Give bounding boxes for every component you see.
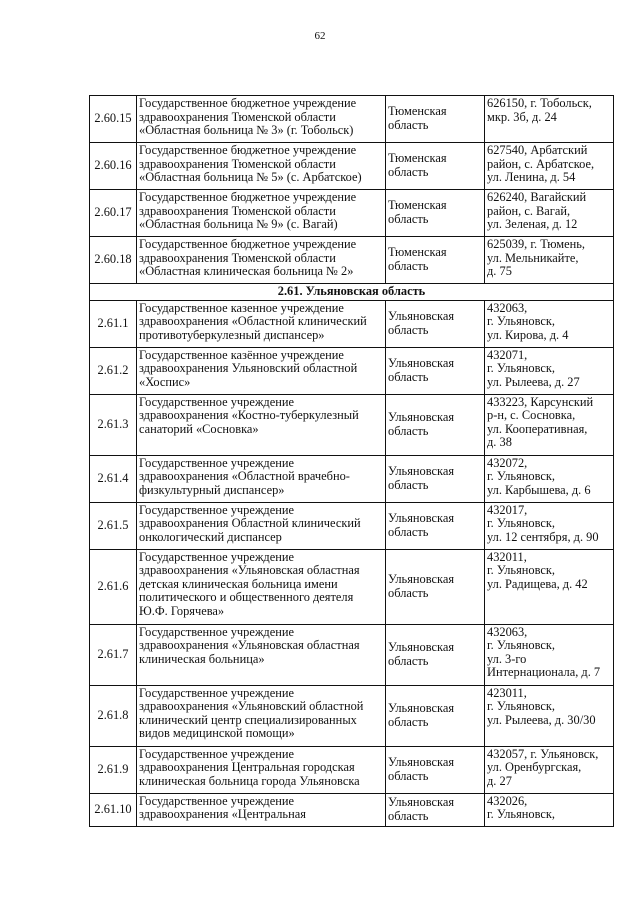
institution-name-line: «Областная клиническая больница № 2»	[139, 264, 354, 279]
address-line: 433223, Карсунский	[487, 394, 594, 409]
institution-name-line: онкологический диспансер	[139, 529, 282, 544]
region-line: Ульяновская	[388, 511, 455, 525]
table-row	[90, 237, 614, 284]
row-number: 2.60.16	[90, 143, 137, 190]
region-line: область	[388, 768, 429, 783]
row-number: 2.61.9	[90, 746, 137, 793]
address-line: ул. 12 сентября, д. 90	[487, 529, 599, 544]
address-line: район, с. Вагай,	[487, 203, 571, 218]
region-line: Ульяновская	[388, 356, 455, 370]
address-line: д. 27	[487, 773, 512, 788]
address-line: 432063,	[487, 300, 528, 315]
address	[485, 394, 614, 455]
institution-name-line: противотуберкулезный диспансер»	[139, 327, 325, 342]
region	[386, 549, 485, 624]
institution-name	[137, 190, 386, 237]
row-number: 2.61.10	[90, 793, 137, 826]
region	[386, 143, 485, 190]
institution-name-line: здравоохранения Тюменской области	[139, 156, 336, 171]
table-row	[90, 143, 614, 190]
address-line: 625039, г. Тюмень,	[487, 237, 586, 251]
address-line: район, с. Арбатское,	[487, 156, 595, 171]
region-line: область	[388, 369, 429, 384]
table-row	[90, 455, 614, 502]
address	[485, 143, 614, 190]
institution-name-line: видов медицинской помощи»	[139, 726, 295, 741]
institution-name-line: Государственное бюджетное учреждение	[139, 237, 357, 251]
region-line: Ульяновская	[388, 795, 455, 809]
row-number: 2.61.1	[90, 300, 137, 347]
address	[485, 190, 614, 237]
region	[386, 300, 485, 347]
region-line: Ульяновская	[388, 755, 455, 769]
institution-name-line: здравоохранения «Ульяновская областная	[139, 563, 360, 578]
address	[485, 746, 614, 793]
region-line: область	[388, 259, 429, 273]
address-line: Интернационала, д. 7	[487, 665, 601, 680]
region	[386, 685, 485, 746]
address	[485, 237, 614, 284]
table-row	[90, 685, 614, 746]
institution-name-line: здравоохранения Ульяновский областной	[139, 361, 358, 376]
address-line: 432071,	[487, 347, 528, 362]
institution-name-line: Государственное учреждение	[139, 624, 294, 639]
table-row	[90, 549, 614, 624]
institution-name	[137, 685, 386, 746]
table-row	[90, 96, 614, 143]
address-line: 432026,	[487, 793, 528, 808]
region-line: область	[388, 423, 429, 438]
region-line: область	[388, 477, 429, 492]
institution-name-line: Государственное казённое учреждение	[139, 347, 344, 362]
institution-name	[137, 455, 386, 502]
row-number: 2.61.5	[90, 502, 137, 549]
region-line: Ульяновская	[388, 572, 455, 586]
institution-name	[137, 300, 386, 347]
address-line: ул. Кооперативная,	[487, 421, 588, 436]
institution-name-line: клинический центр специализированных	[139, 712, 357, 727]
address	[485, 793, 614, 826]
institution-name-line: здравоохранения «Областной клинический	[139, 314, 367, 329]
institution-name	[137, 143, 386, 190]
institution-name-line: здравоохранения Тюменской области	[139, 109, 336, 124]
address-line: г. Ульяновск,	[487, 563, 556, 578]
section-row	[90, 284, 614, 301]
row-number: 2.60.18	[90, 237, 137, 284]
region	[386, 746, 485, 793]
region-line: Тюменская	[388, 245, 447, 260]
institution-name-line: детская клиническая больница имени	[139, 576, 338, 591]
institution-name-line: Государственное учреждение	[139, 793, 294, 808]
row-number: 2.61.8	[90, 685, 137, 746]
region-line: Ульяновская	[388, 464, 455, 478]
region	[386, 347, 485, 394]
institution-name-line: Государственное учреждение	[139, 455, 294, 470]
row-number: 2.60.15	[90, 96, 137, 143]
address-line: 432057, г. Ульяновск,	[487, 746, 599, 761]
row-number: 2.60.17	[90, 190, 137, 237]
address-line: г. Ульяновск,	[487, 516, 556, 531]
region-line: Тюменская	[388, 151, 447, 166]
address	[485, 96, 614, 143]
institution-name-line: политического и общественного деятеля	[139, 590, 354, 605]
institution-name	[137, 793, 386, 826]
address-line: г. Ульяновск,	[487, 638, 556, 653]
region	[386, 190, 485, 237]
address	[485, 624, 614, 685]
institution-name-line: «Областная больница № 5» (с. Арбатское)	[139, 170, 362, 185]
region-line: Ульяновская	[388, 410, 455, 424]
row-number: 2.61.2	[90, 347, 137, 394]
address-line: д. 75	[487, 264, 512, 279]
institution-name-line: здравоохранения «Центральная	[139, 807, 306, 822]
region-line: область	[388, 524, 429, 539]
address-line: 626150, г. Тобольск,	[487, 96, 592, 110]
address-line: г. Ульяновск,	[487, 314, 556, 329]
address	[485, 685, 614, 746]
region	[386, 455, 485, 502]
region-line: область	[388, 118, 429, 132]
address	[485, 502, 614, 549]
institution-name	[137, 624, 386, 685]
row-number: 2.61.4	[90, 455, 137, 502]
institution-name-line: клиническая больница»	[139, 651, 265, 666]
institution-name-line: здравоохранения «Ульяновский областной	[139, 699, 364, 714]
institution-name-line: Государственное учреждение	[139, 685, 294, 700]
table-row	[90, 394, 614, 455]
address-line: ул. Оренбургская,	[487, 760, 582, 775]
institution-name-line: здравоохранения Центральная городская	[139, 760, 355, 775]
region-line: область	[388, 714, 429, 729]
institution-name	[137, 237, 386, 284]
address-line: мкр. 3б, д. 24	[487, 109, 557, 124]
address-line: 432072,	[487, 455, 528, 470]
institution-name-line: Государственное бюджетное учреждение	[139, 96, 357, 110]
institution-name-line: здравоохранения «Областной врачебно-	[139, 469, 350, 484]
region	[386, 96, 485, 143]
row-number: 2.61.6	[90, 549, 137, 624]
institution-name-line: здравоохранения Тюменской области	[139, 203, 336, 218]
region-line: область	[388, 585, 429, 600]
table-row	[90, 746, 614, 793]
address	[485, 347, 614, 394]
region	[386, 394, 485, 455]
institution-name	[137, 394, 386, 455]
address-line: г. Ульяновск,	[487, 361, 556, 376]
institution-name-line: Государственное учреждение	[139, 394, 294, 409]
institution-name-line: Государственное бюджетное учреждение	[139, 143, 357, 157]
institution-name-line: здравоохранения «Ульяновская областная	[139, 638, 360, 653]
address-line: ул. Рылеева, д. 30/30	[487, 712, 596, 727]
row-number: 2.61.3	[90, 394, 137, 455]
institutions-table	[89, 95, 614, 827]
region-line: область	[388, 165, 429, 179]
institution-name-line: Ю.Ф. Горячева»	[139, 603, 225, 618]
address-line: 626240, Вагайский	[487, 190, 587, 204]
address-line: д. 38	[487, 435, 512, 450]
institution-name-line: Государственное учреждение	[139, 746, 294, 761]
table-row	[90, 300, 614, 347]
institution-name-line: Государственное бюджетное учреждение	[139, 190, 357, 204]
address-line: ул. Кирова, д. 4	[487, 327, 569, 342]
address-line: 432063,	[487, 624, 528, 639]
table-row	[90, 190, 614, 237]
region	[386, 624, 485, 685]
region-line: Тюменская	[388, 198, 447, 213]
institution-name-line: «Областная больница № 3» (г. Тобольск)	[139, 123, 354, 138]
region	[386, 793, 485, 826]
table-row	[90, 793, 614, 826]
table-row	[90, 502, 614, 549]
region	[386, 237, 485, 284]
address-line: р-н, с. Сосновка,	[487, 408, 576, 423]
address-line: г. Ульяновск,	[487, 699, 556, 714]
institution-name-line: Государственное казенное учреждение	[139, 300, 344, 315]
institution-name	[137, 502, 386, 549]
institution-name-line: «Областная больница № 9» (с. Вагай)	[139, 217, 338, 232]
address	[485, 549, 614, 624]
section-title: 2.61. Ульяновская область	[90, 284, 614, 301]
region-line: Ульяновская	[388, 701, 455, 715]
address-line: 423011,	[487, 685, 527, 700]
address-line: ул. Рылеева, д. 27	[487, 374, 580, 389]
region-line: Ульяновская	[388, 309, 455, 323]
region-line: область	[388, 322, 429, 337]
table-row	[90, 624, 614, 685]
institution-name-line: санаторий «Сосновка»	[139, 421, 259, 436]
address	[485, 300, 614, 347]
address-line: г. Ульяновск,	[487, 469, 556, 484]
region-line: область	[388, 653, 429, 668]
address-line: г. Ульяновск,	[487, 807, 556, 822]
institution-name	[137, 746, 386, 793]
address-line: ул. Мельникайте,	[487, 250, 579, 265]
region-line: область	[388, 212, 429, 226]
institution-name	[137, 549, 386, 624]
address-line: ул. Ленина, д. 54	[487, 170, 576, 185]
region-line: область	[388, 808, 429, 823]
row-number: 2.61.7	[90, 624, 137, 685]
address-line: 627540, Арбатский	[487, 143, 588, 157]
address-line: ул. Зеленая, д. 12	[487, 217, 578, 232]
institution-name-line: здравоохранения Областной клинический	[139, 516, 361, 531]
institution-name-line: клиническая больница города Ульяновска	[139, 773, 360, 788]
institution-name-line: Государственное учреждение	[139, 549, 294, 564]
region-line: Тюменская	[388, 104, 447, 119]
address-line: ул. Радищева, д. 42	[487, 576, 588, 591]
page-number: 62	[314, 30, 326, 42]
address-line: 432011,	[487, 549, 527, 564]
table-row	[90, 347, 614, 394]
address-line: ул. 3-го	[487, 651, 527, 666]
institution-name-line: здравоохранения «Костно-туберкулезный	[139, 408, 359, 423]
institution-name	[137, 96, 386, 143]
address-line: ул. Карбышева, д. 6	[487, 482, 591, 497]
region	[386, 502, 485, 549]
address-line: 432017,	[487, 502, 528, 517]
region-line: Ульяновская	[388, 640, 455, 654]
institution-name	[137, 347, 386, 394]
institution-name-line: физкультурный диспансер»	[139, 482, 285, 497]
institution-name-line: здравоохранения Тюменской области	[139, 250, 336, 265]
address	[485, 455, 614, 502]
institution-name-line: «Хоспис»	[139, 374, 191, 389]
institution-name-line: Государственное учреждение	[139, 502, 294, 517]
